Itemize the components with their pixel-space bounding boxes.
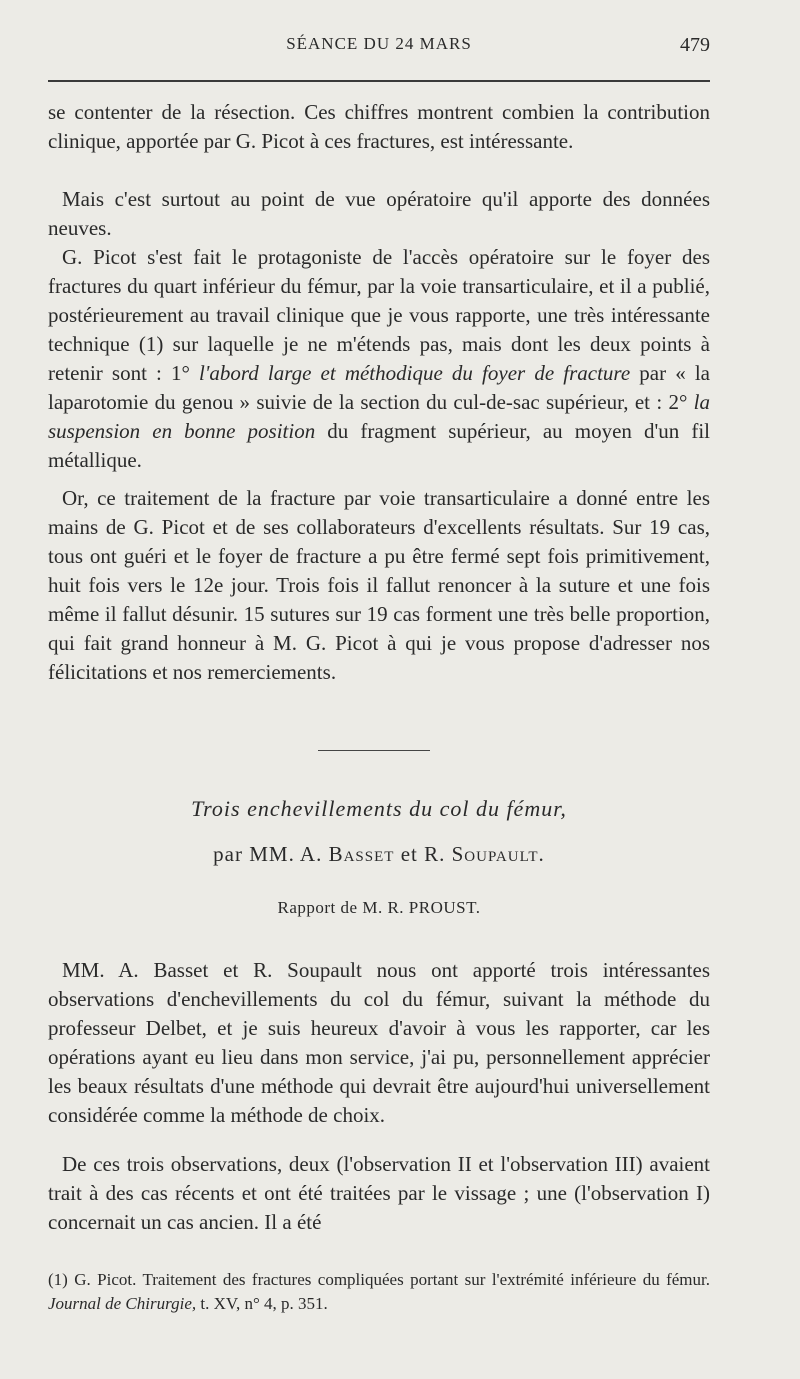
paragraph-text: De ces trois observations, deux (l'observation II et l'observation III) avaient trait à des cas récents et ont été traitées par le vissage ; une (l'observation I) concernait un cas ancien. Il a été bbox=[48, 1152, 710, 1234]
paragraph-cases bbox=[48, 1150, 710, 1237]
footnote-journal: Journal de Chirurgie, bbox=[48, 1294, 197, 1313]
article-authors bbox=[48, 842, 710, 867]
running-title: SÉANCE DU 24 MARS bbox=[286, 34, 472, 53]
paragraph-text: MM. A. Basset et R. Soupault nous ont apporté trois intéressantes observations d'enchevillements du col du fémur, suivant la méthode du professeur Delbet, et je suis heureux d'avoir à vous les rapporter, car les opérations ayant eu lieu dans mon service, j'ai pu, personnellement apprécier les beaux résultats d'une méthode qui devrait être aujourd'hui universellement considérée comme la méthode de choix. bbox=[48, 958, 710, 1127]
italic-phrase: l'abord large et méthodique du foyer de fracture bbox=[199, 361, 631, 385]
paragraph-text: par « la laparotomie du genou » suivie de la section du cul-de-sac supérieur, et : 2° bbox=[48, 361, 710, 414]
footnote-text: G. Picot. Traitement des fractures compliquées portant sur l'extrémité inférieure du fémur. bbox=[74, 1270, 710, 1289]
footnote-marker: (1) bbox=[48, 1270, 68, 1289]
authors-and: et R. bbox=[400, 842, 446, 866]
footnote bbox=[48, 1268, 710, 1316]
paragraph-observations bbox=[48, 956, 710, 1130]
paragraph-text: Mais c'est surtout au point de vue opératoire qu'il apporte des données neuves. bbox=[48, 187, 710, 240]
report-line: Rapport de M. R. PROUST. bbox=[277, 898, 481, 917]
paragraph-text: Or, ce traitement de la fracture par voie transarticulaire a donné entre les mains de G. Picot et de ses collaborateurs d'excellents résultats. Sur 19 cas, tous ont guéri et le foyer de fracture a pu être fermé sept fois primitivement, huit fois vers le 12e jour. Trois fois il fallut renoncer à la suture et une fois même il fallut désunir. 15 sutures sur 19 cas forment une très belle proportion, qui fait grand honneur à M. G. Picot à qui je vous propose d'adresser nos félicitations et nos remerciements. bbox=[48, 486, 710, 684]
paragraph-technique bbox=[48, 243, 710, 475]
author-name: Soupault. bbox=[451, 842, 545, 866]
paragraph-continuation bbox=[48, 98, 710, 156]
authors-prefix: par MM. A. bbox=[213, 842, 323, 866]
paragraph-text: du fragment supérieur, au moyen d'un fil métallique. bbox=[48, 419, 710, 472]
author-name: Basset bbox=[328, 842, 395, 866]
paragraph-results bbox=[48, 484, 710, 687]
section-separator bbox=[318, 750, 430, 751]
page-number: 479 bbox=[680, 34, 710, 56]
paragraph-text: se contenter de la résection. Ces chiffres montrent combien la contribution clinique, apportée par G. Picot à ces fractures, est intéressante. bbox=[48, 100, 710, 153]
header-rule bbox=[48, 80, 710, 82]
paragraph-text: G. Picot s'est fait le protagoniste de l'accès opératoire sur le foyer des fractures du quart inférieur du fémur, par la voie transarticulaire, et il a publié, postérieurement au travail clinique que je vous rapporte, une très intéressante technique (1) sur laquelle je ne m'étends pas, mais dont les deux points à retenir sont : 1° bbox=[48, 245, 710, 385]
article-title: Trois enchevillements du col du fémur, bbox=[191, 796, 567, 821]
italic-phrase: la suspension en bonne position bbox=[48, 390, 710, 443]
footnote-reference: t. XV, n° 4, p. 351. bbox=[200, 1294, 328, 1313]
paragraph-operative bbox=[48, 185, 710, 243]
